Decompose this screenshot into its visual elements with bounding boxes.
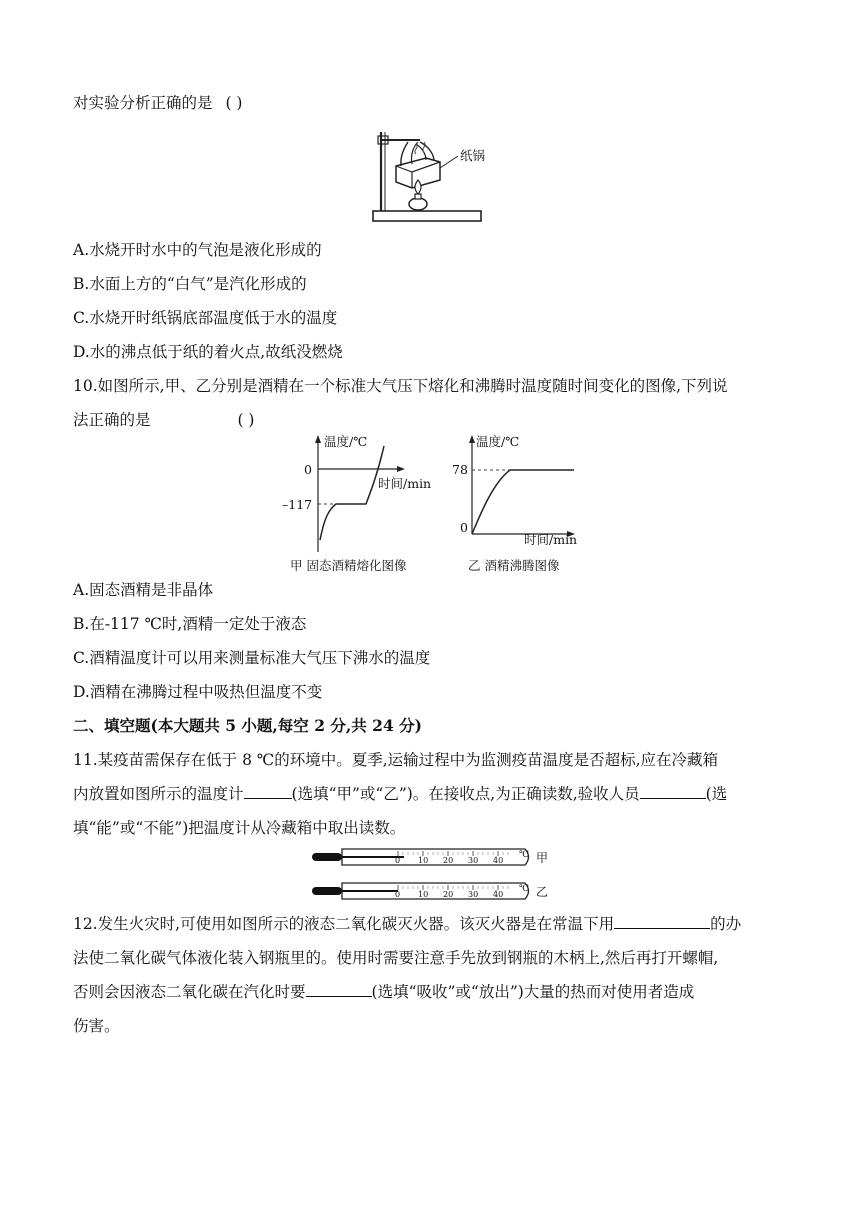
paper-pot-label: 纸锅: [460, 148, 486, 163]
paper-pot-apparatus-figure: [368, 124, 508, 226]
q9-answer-bracket: ( ): [225, 94, 243, 112]
q9-stem-text: 对实验分析正确的是: [73, 94, 213, 112]
q12-line2: 法使二氧化碳气体液化装入钢瓶里的。使用时需要注意手先放到钢瓶的木柄上,然后再打开螺帽,: [73, 949, 719, 967]
q10-stem-line1: 10.如图所示,甲、乙分别是酒精在一个标准大气压下熔化和沸腾时温度随时间变化的图像,下列说: [73, 377, 728, 395]
graph-jia-melting: [280, 432, 440, 574]
graph-yi-boiling: [452, 432, 592, 574]
q11-line2-part2: (选填“甲”或“乙”)。在接收点,为正确读数,验收人员: [291, 785, 640, 803]
graph-yi-xlabel: 时间/min: [524, 532, 578, 547]
q12-line1-part2: 的办: [710, 915, 742, 933]
q9-stem: [73, 93, 242, 113]
q12-line1-part1: 12.发生火灾时,可使用如图所示的液态二氧化碳灭火器。该灭火器是在常温下用: [73, 915, 615, 933]
graph-jia-caption: 甲 固态酒精熔化图像: [290, 558, 407, 573]
thermo-jia-unit: ℃: [519, 850, 530, 860]
graph-jia-xlabel: 时间/min: [378, 476, 432, 491]
q10-option-a: A.固态酒精是非晶体: [73, 581, 214, 599]
q10-option-c: C.酒精温度计可以用来测量标准大气压下沸水的温度: [73, 649, 431, 667]
thermo-yi-tick-10: 10: [418, 890, 429, 899]
q11-line2: [73, 784, 727, 804]
q12-line3: [73, 982, 694, 1002]
thermo-yi-tick-0: 0: [395, 890, 401, 899]
q12-line1: [73, 914, 741, 934]
q9-option-b: B.水面上方的“白气”是汽化形成的: [73, 275, 307, 293]
graph-jia-tick-zero: 0: [304, 462, 312, 477]
thermo-yi-unit: ℃: [519, 884, 530, 894]
thermo-jia-tick-40: 40: [493, 856, 504, 865]
graph-yi-tick-origin: 0: [460, 520, 468, 535]
q11-line3: 填“能”或“不能”)把温度计从冷藏箱中取出读数。: [73, 819, 406, 837]
q11-blank-1: [244, 784, 292, 799]
q11-line2-part1: 内放置如图所示的温度计: [73, 785, 244, 803]
graph-jia-tick-117: –117: [282, 497, 313, 512]
thermo-yi-label: 乙: [536, 885, 549, 899]
q11-line2-part3: (选: [705, 785, 728, 803]
q12-line3-part2: (选填“吸收”或“放出”)大量的热而对使用者造成: [371, 983, 695, 1001]
q10-option-b: B.在-117 ℃时,酒精一定处于液态: [73, 615, 307, 633]
thermo-yi-tick-40: 40: [493, 890, 504, 899]
graph-jia-ylabel: 温度/℃: [324, 434, 368, 449]
q10-answer-bracket: ( ): [237, 411, 255, 429]
q12-line4: 伤害。: [73, 1017, 120, 1035]
thermo-jia-tick-20: 20: [443, 856, 454, 865]
thermo-jia-tick-10: 10: [418, 856, 429, 865]
q10-stem-text: 法正确的是: [73, 411, 151, 429]
graph-yi-ylabel: 温度/℃: [476, 434, 520, 449]
q9-option-d: D.水的沸点低于纸的着火点,故纸没燃烧: [73, 343, 343, 361]
q12-blank-2: [306, 982, 372, 997]
section-heading-fill-in: 二、填空题(本大题共 5 小题,每空 2 分,共 24 分): [73, 716, 422, 735]
graph-yi-caption: 乙 酒精沸腾图像: [468, 558, 560, 573]
thermometers-figure: [310, 846, 560, 902]
q9-option-c: C.水烧开时纸锅底部温度低于水的温度: [73, 309, 338, 327]
thermo-jia-label: 甲: [536, 851, 549, 865]
thermo-jia-tick-30: 30: [468, 856, 479, 865]
q11-blank-2: [640, 784, 706, 799]
q12-blank-1: [614, 914, 710, 929]
thermo-yi-tick-20: 20: [443, 890, 454, 899]
q9-option-a: A.水烧开时水中的气泡是液化形成的: [73, 241, 322, 259]
q11-line1: 11.某疫苗需保存在低于 8 ℃的环境中。夏季,运输过程中为监测疫苗温度是否超标,应在冷藏箱: [73, 751, 719, 769]
q12-line3-part1: 否则会因液态二氧化碳在汽化时要: [73, 983, 306, 1001]
thermo-jia-tick-0: 0: [395, 856, 401, 865]
q10-stem-line2: [73, 410, 254, 430]
q10-option-d: D.酒精在沸腾过程中吸热但温度不变: [73, 683, 323, 701]
graph-yi-tick-78: 78: [452, 462, 468, 477]
thermo-yi-tick-30: 30: [468, 890, 479, 899]
